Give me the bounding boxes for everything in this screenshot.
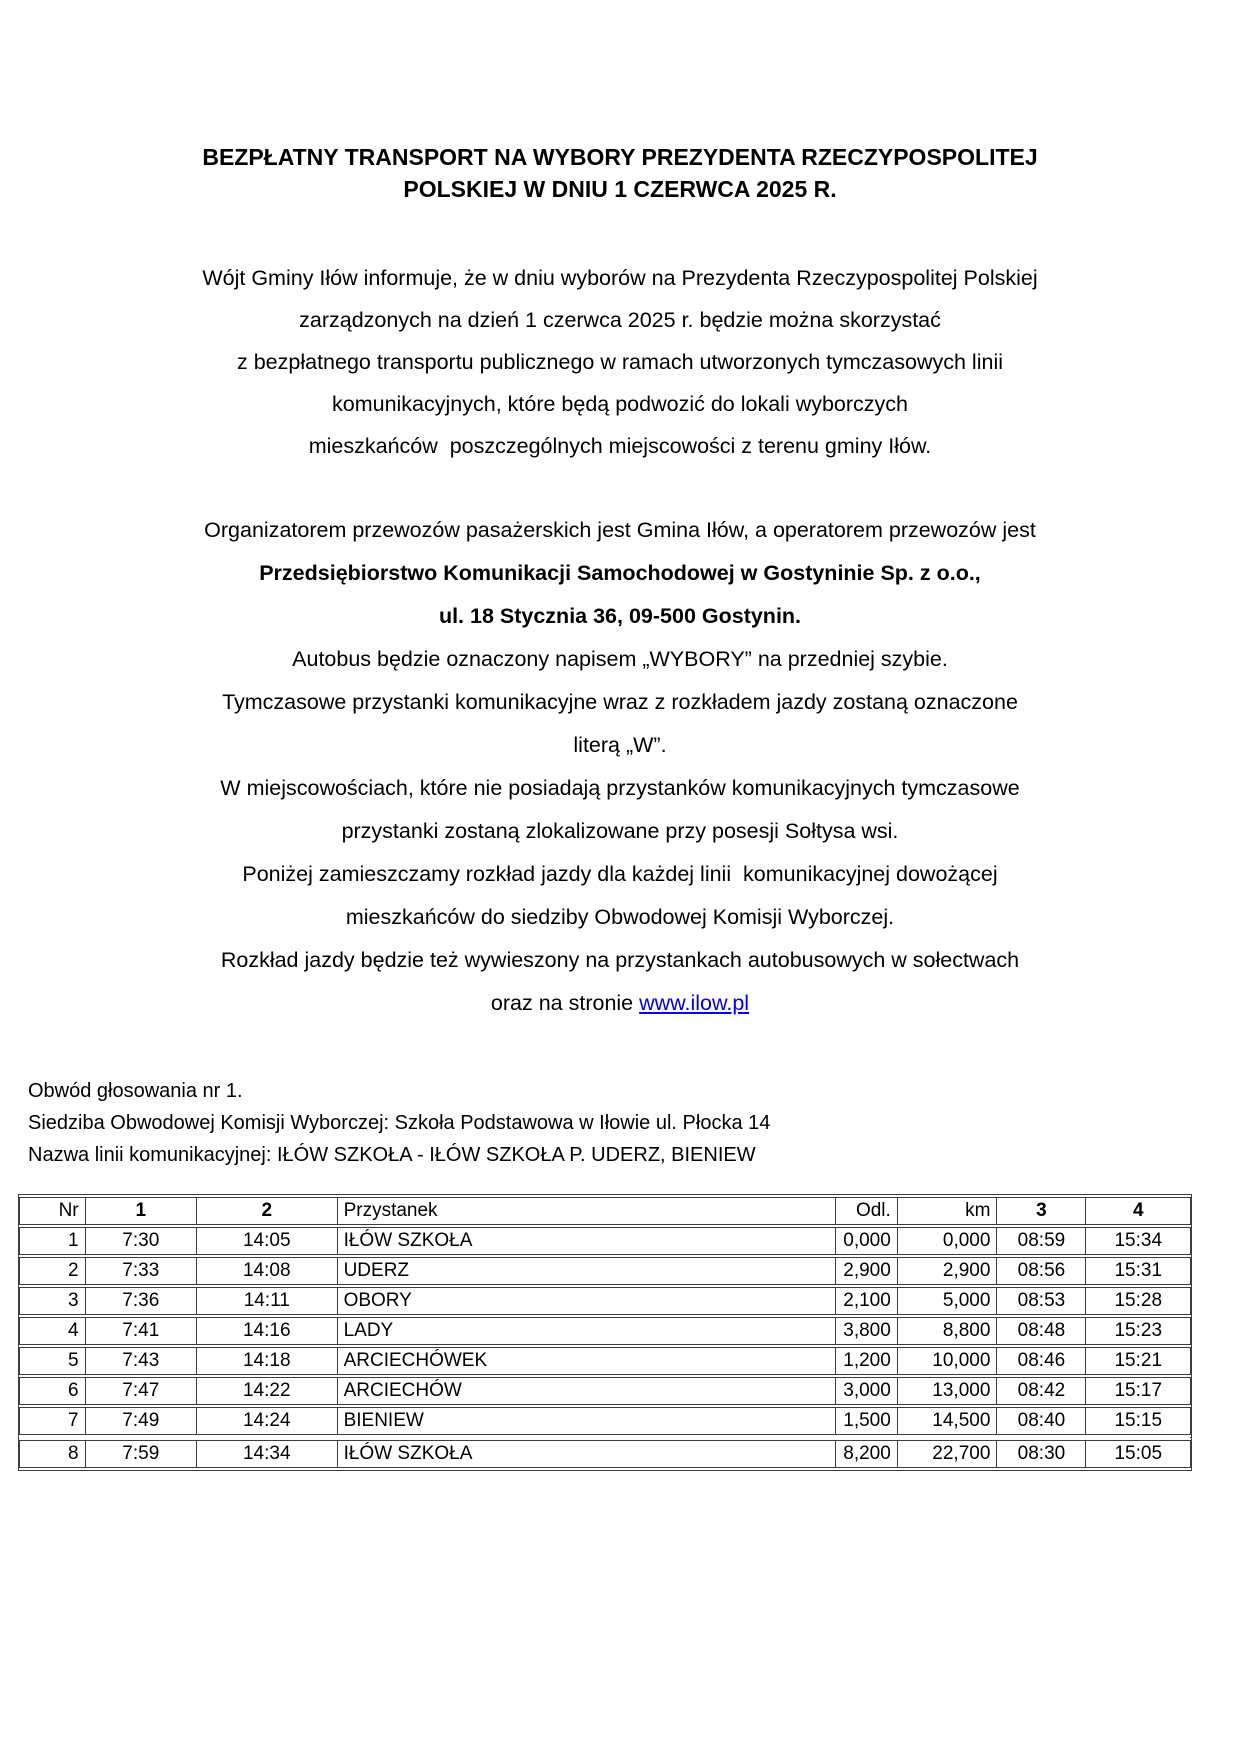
details-line-10: mieszkańców do siedziby Obwodowej Komisji Wyborczej. — [345, 905, 895, 929]
schedule-row-7 — [19, 1407, 1191, 1435]
cell-r2-4: 15:31 — [1085, 1257, 1191, 1285]
cell-r7-1: 7:49 — [85, 1407, 196, 1435]
cell-r3-odl: 2,100 — [835, 1287, 897, 1315]
col-header-nr: Nr — [19, 1197, 85, 1225]
voting-info-block — [28, 1075, 1240, 1171]
cell-r7-odl: 1,500 — [835, 1407, 897, 1435]
cell-r5-nr: 5 — [19, 1347, 85, 1375]
intro-line-3: z bezpłatnego transportu publicznego w ramach utworzonych tymczasowych linii — [236, 350, 1003, 374]
cell-r5-km: 10,000 — [897, 1347, 997, 1375]
intro-line-5: mieszkańców poszczególnych miejscowości z terenu gminy Iłów. — [308, 434, 932, 458]
cell-r2-3: 08:56 — [996, 1257, 1085, 1285]
cell-r8-km: 22,700 — [897, 1440, 997, 1468]
details-line-11: Rozkład jazdy będzie też wywieszony na przystankach autobusowych w sołectwach — [220, 948, 1020, 972]
cell-r4-przystanek: LADY — [337, 1317, 835, 1345]
schedule-row-1 — [19, 1227, 1191, 1255]
cell-r4-odl: 3,800 — [835, 1317, 897, 1345]
cell-r4-4: 15:23 — [1085, 1317, 1191, 1345]
cell-r2-2: 14:08 — [196, 1257, 337, 1285]
intro-line-2: zarządzonych na dzień 1 czerwca 2025 r. będzie można skorzystać — [299, 308, 941, 332]
cell-r2-1: 7:33 — [85, 1257, 196, 1285]
col-header-przystanek: Przystanek — [337, 1197, 835, 1225]
commission-seat-line: Siedziba Obwodowej Komisji Wyborczej: Szkoła Podstawowa w Iłowie ul. Płocka 14 — [28, 1112, 771, 1134]
intro-paragraph — [0, 257, 1240, 467]
cell-r1-km: 0,000 — [897, 1227, 997, 1255]
cell-r8-3: 08:30 — [996, 1440, 1085, 1468]
cell-r6-przystanek: ARCIECHÓW — [337, 1377, 835, 1405]
cell-r1-3: 08:59 — [996, 1227, 1085, 1255]
cell-r5-2: 14:18 — [196, 1347, 337, 1375]
title-line-2: POLSKIEJ W DNIU 1 CZERWCA 2025 R. — [403, 176, 837, 202]
col-header-2: 2 — [196, 1197, 337, 1225]
cell-r1-1: 7:30 — [85, 1227, 196, 1255]
intro-line-4: komunikacyjnych, które będą podwozić do lokali wyborczych — [332, 392, 908, 416]
cell-r8-przystanek: IŁÓW SZKOŁA — [337, 1440, 835, 1468]
cell-r4-1: 7:41 — [85, 1317, 196, 1345]
cell-r4-3: 08:48 — [996, 1317, 1085, 1345]
details-line-3: ul. 18 Stycznia 36, 09-500 Gostynin. — [438, 604, 802, 628]
schedule-row-6 — [19, 1377, 1191, 1405]
col-header-4: 4 — [1085, 1197, 1191, 1225]
col-header-km: km — [897, 1197, 997, 1225]
cell-r5-odl: 1,200 — [835, 1347, 897, 1375]
cell-r8-4: 15:05 — [1085, 1440, 1191, 1468]
cell-r1-2: 14:05 — [196, 1227, 337, 1255]
col-header-1: 1 — [85, 1197, 196, 1225]
schedule-row-5 — [19, 1347, 1191, 1375]
details-line-1: Organizatorem przewozów pasażerskich jest Gmina Iłów, a operatorem przewozów jest — [204, 518, 1036, 542]
cell-r5-1: 7:43 — [85, 1347, 196, 1375]
details-line-2: Przedsiębiorstwo Komunikacji Samochodowej w Gostyninie Sp. z o.o., — [259, 561, 981, 585]
schedule-row-4 — [19, 1317, 1191, 1345]
cell-r3-3: 08:53 — [996, 1287, 1085, 1315]
website-line — [0, 982, 1240, 1025]
schedule-row-8 — [19, 1440, 1191, 1468]
details-line-4: Autobus będzie oznaczony napisem „WYBORY” na przedniej szybie. — [292, 647, 948, 671]
cell-r7-km: 14,500 — [897, 1407, 997, 1435]
cell-r7-2: 14:24 — [196, 1407, 337, 1435]
cell-r6-3: 08:42 — [996, 1377, 1085, 1405]
cell-r3-2: 14:11 — [196, 1287, 337, 1315]
document-title — [0, 0, 1240, 205]
cell-r3-nr: 3 — [19, 1287, 85, 1315]
cell-r8-2: 14:34 — [196, 1440, 337, 1468]
col-header-3: 3 — [996, 1197, 1085, 1225]
schedule-table — [18, 1194, 1192, 1471]
cell-r6-1: 7:47 — [85, 1377, 196, 1405]
cell-r6-odl: 3,000 — [835, 1377, 897, 1405]
cell-r6-4: 15:17 — [1085, 1377, 1191, 1405]
schedule-header-row — [19, 1197, 1191, 1225]
cell-r3-km: 5,000 — [897, 1287, 997, 1315]
details-line-7: W miejscowościach, które nie posiadają przystanków komunikacyjnych tymczasowe — [220, 776, 1020, 800]
cell-r4-2: 14:16 — [196, 1317, 337, 1345]
details-paragraph — [0, 509, 1240, 1025]
cell-r6-nr: 6 — [19, 1377, 85, 1405]
schedule-row-3 — [19, 1287, 1191, 1315]
cell-r8-odl: 8,200 — [835, 1440, 897, 1468]
cell-r5-przystanek: ARCIECHÓWEK — [337, 1347, 835, 1375]
cell-r5-4: 15:21 — [1085, 1347, 1191, 1375]
details-line-5: Tymczasowe przystanki komunikacyjne wraz z rozkładem jazdy zostaną oznaczone — [222, 690, 1018, 714]
transit-line-name: Nazwa linii komunikacyjnej: IŁÓW SZKOŁA - IŁÓW SZKOŁA P. UDERZ, BIENIEW — [28, 1144, 756, 1166]
cell-r1-nr: 1 — [19, 1227, 85, 1255]
ilow-link[interactable]: www.ilow.pl — [639, 991, 750, 1015]
cell-r2-nr: 2 — [19, 1257, 85, 1285]
details-line-6: literą „W”. — [573, 733, 667, 757]
intro-line-1: Wójt Gminy Iłów informuje, że w dniu wyborów na Prezydenta Rzeczypospolitej Polskiej — [202, 266, 1038, 290]
cell-r6-km: 13,000 — [897, 1377, 997, 1405]
cell-r6-2: 14:22 — [196, 1377, 337, 1405]
schedule-row-2 — [19, 1257, 1191, 1285]
details-line-9: Poniżej zamieszczamy rozkład jazdy dla każdej linii komunikacyjnej dowożącej — [242, 862, 998, 886]
cell-r2-odl: 2,900 — [835, 1257, 897, 1285]
cell-r8-1: 7:59 — [85, 1440, 196, 1468]
row-gap — [19, 1437, 1191, 1438]
details-line-8: przystanki zostaną zlokalizowane przy posesji Sołtysa wsi. — [341, 819, 899, 843]
cell-r1-odl: 0,000 — [835, 1227, 897, 1255]
title-line-1: BEZPŁATNY TRANSPORT NA WYBORY PREZYDENTA RZECZYPOSPOLITEJ — [202, 144, 1038, 170]
cell-r8-nr: 8 — [19, 1440, 85, 1468]
voting-district-line: Obwód głosowania nr 1. — [28, 1080, 243, 1102]
website-line-prefix: oraz na stronie — [490, 991, 640, 1015]
cell-r4-km: 8,800 — [897, 1317, 997, 1345]
cell-r5-3: 08:46 — [996, 1347, 1085, 1375]
cell-r4-nr: 4 — [19, 1317, 85, 1345]
cell-r7-4: 15:15 — [1085, 1407, 1191, 1435]
cell-r3-1: 7:36 — [85, 1287, 196, 1315]
cell-r2-przystanek: UDERZ — [337, 1257, 835, 1285]
col-header-odl: Odl. — [835, 1197, 897, 1225]
cell-r3-4: 15:28 — [1085, 1287, 1191, 1315]
cell-r7-3: 08:40 — [996, 1407, 1085, 1435]
cell-r1-przystanek: IŁÓW SZKOŁA — [337, 1227, 835, 1255]
cell-r2-km: 2,900 — [897, 1257, 997, 1285]
cell-r7-nr: 7 — [19, 1407, 85, 1435]
cell-r7-przystanek: BIENIEW — [337, 1407, 835, 1435]
cell-r3-przystanek: OBORY — [337, 1287, 835, 1315]
cell-r1-4: 15:34 — [1085, 1227, 1191, 1255]
